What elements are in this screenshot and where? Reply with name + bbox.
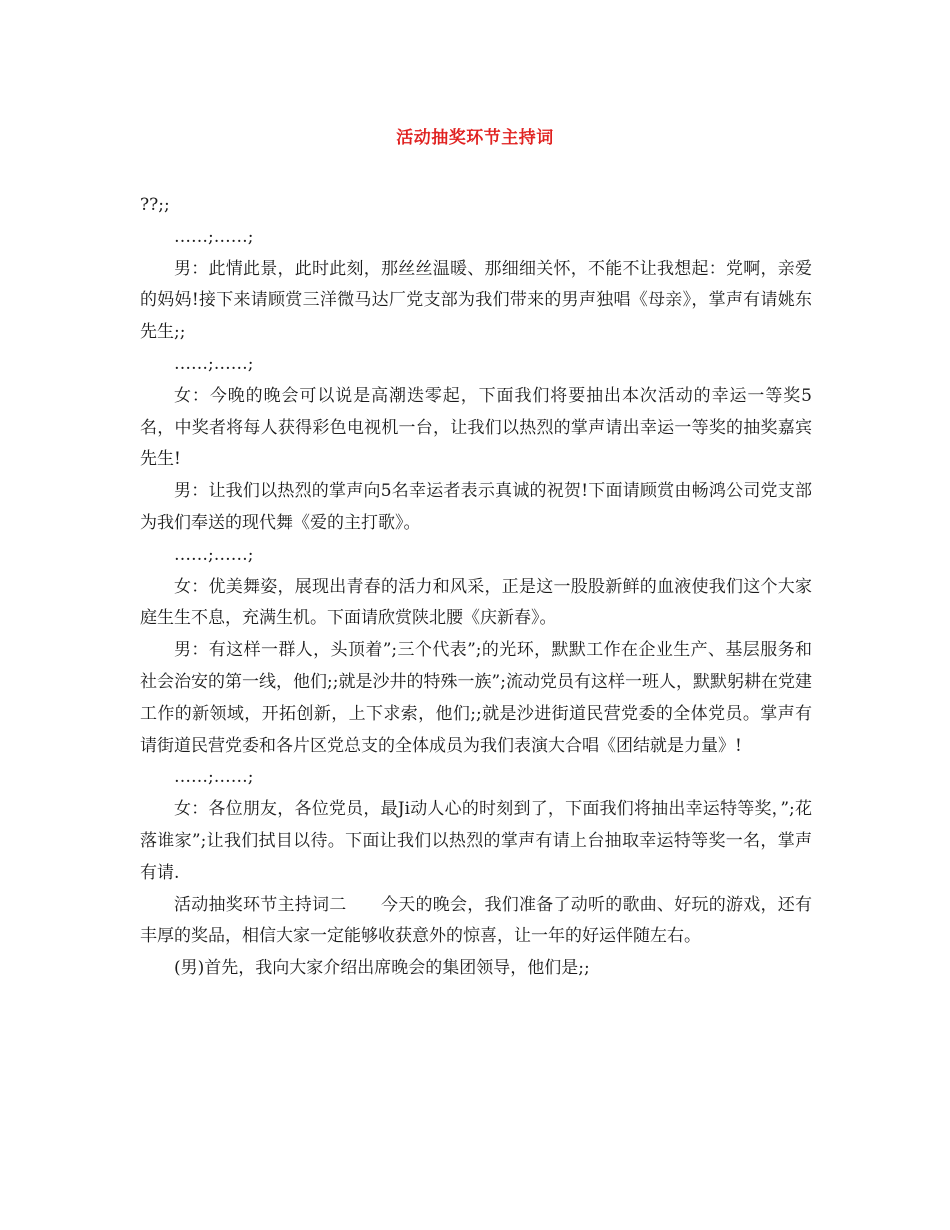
- paragraph: 活动抽奖环节主持词二 今天的晚会，我们准备了动听的歌曲、好玩的游戏，还有丰厚的奖品，相信大家一定能够收获意外的惊喜，让一年的好运伴随左右。: [140, 894, 812, 947]
- paragraph: 女：各位朋友，各位党员，最Ji动人心的时刻到了，下面我们将抽出幸运特等奖，”;花落谁家”;让我们拭目以待。下面让我们以热烈的掌声有请上台抽取幸运特等奖一名，掌声有请.: [140, 799, 812, 883]
- paragraph: 女：优美舞姿，展现出青春的活力和风采，正是这一股股新鲜的血液使我们这个大家庭生生不息，充满生机。下面请欣赏陕北腰《庆新春》。: [140, 576, 812, 629]
- paragraph: ……;……;: [174, 544, 254, 565]
- paragraph: 女：今晚的晚会可以说是高潮迭零起，下面我们将要抽出本次活动的幸运一等奖5名，中奖者将每人获得彩色电视机一台，让我们以热烈的掌声请出幸运一等奖的抽奖嘉宾先生!: [140, 385, 812, 470]
- paragraph: 男：有这样一群人，头顶着”;三个代表”;的光环，默默工作在企业生产、基层服务和社会治安的第一线，他们;;就是沙井的特殊一族”;流动党员有这样一班人，默默躬耕在党建工作的新领域，开拓创新，上下求索，他们;;就是沙进街道民营党委的全体党员。掌声有请街道民营党委和各片区党总支的全体成员为我们表演大合唱《团结就是力量》!: [140, 640, 812, 756]
- paragraph: ……;……;: [174, 353, 254, 374]
- document-title: 活动抽奖环节主持词: [396, 128, 554, 148]
- paragraph: ……;……;: [174, 767, 254, 788]
- paragraph: (男)首先，我向大家介绍出席晚会的集团领导，他们是;;: [174, 958, 590, 979]
- paragraph: ??;;: [140, 195, 170, 215]
- paragraph: 男：此情此景，此时此刻，那丝丝温暖、那细细关怀，不能不让我想起：党啊，亲爱的妈妈!接下来请顾赏三洋微马达厂党支部为我们带来的男声独唱《母亲》，掌声有请姚东先生;;: [140, 258, 812, 343]
- paragraph: ……;……;: [174, 226, 254, 247]
- document-body: [140, 190, 812, 985]
- paragraph: 男：让我们以热烈的掌声向5名幸运者表示真诚的祝贺!下面请顾赏由畅鸿公司党支部为我们奉送的现代舞《爱的主打歌》。: [140, 481, 812, 533]
